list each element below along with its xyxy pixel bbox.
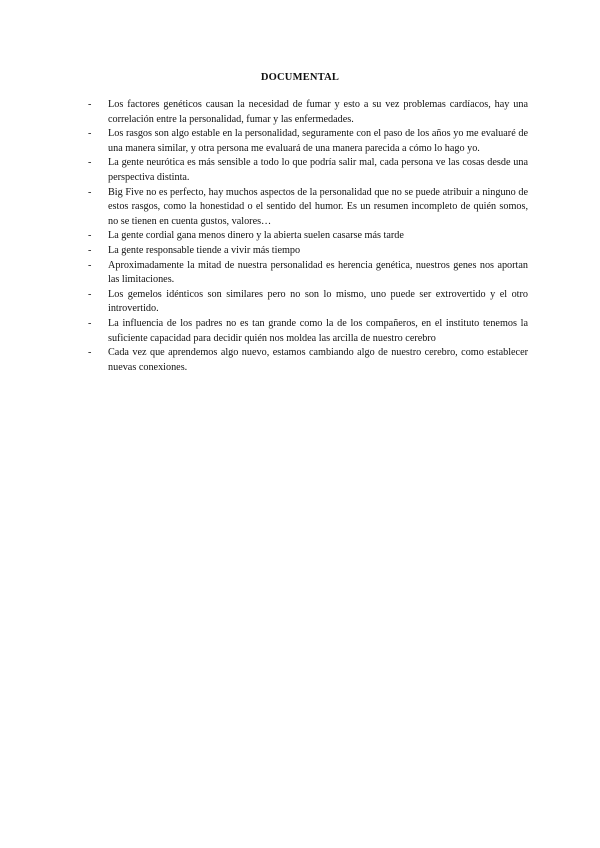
- bullet-marker: -: [88, 244, 92, 256]
- list-item-6: [88, 244, 528, 259]
- bullet-marker: -: [88, 99, 92, 110]
- list-item-9: [88, 317, 528, 346]
- list-item-4: [88, 186, 528, 230]
- list-item-8: [88, 288, 528, 317]
- document-title: DOCUMENTAL: [260, 72, 340, 83]
- bullet-marker: -: [88, 288, 92, 300]
- bullet-marker: -: [88, 259, 92, 271]
- bullet-marker: -: [88, 347, 92, 359]
- list-item-text: Big Five no es perfecto, hay muchos aspectos de la personalidad que no se puede atribuir a ninguno de estos rasgos, como la honestidad o el sentido del humor. Es un resumen incompleto de quién somos, no se tienen en cuenta gustos, valores…: [108, 186, 528, 227]
- list-item-3: [88, 156, 528, 185]
- list-item-1: [88, 98, 528, 127]
- list-item-10: [88, 346, 528, 375]
- list-item-7: [88, 259, 528, 288]
- bullet-marker: -: [88, 317, 92, 329]
- list-item-text: La gente neurótica es más sensible a todo lo que podría salir mal, cada persona ve las cosas desde una perspectiva distinta.: [108, 157, 528, 183]
- bullet-marker: -: [88, 157, 92, 169]
- list-item-text: Los factores genéticos causan la necesidad de fumar y esto a su vez problemas cardíacos, hay una correlación entre la personalidad, fumar y las enfermedades.: [108, 99, 528, 125]
- bullet-list: [88, 98, 528, 375]
- list-item-2: [88, 127, 528, 156]
- list-item-text: Aproximadamente la mitad de nuestra personalidad es herencia genética, nuestros genes nos aportan las limitaciones.: [108, 259, 528, 286]
- list-item-text: Los gemelos idénticos son similares pero no son lo mismo, uno puede ser extrovertido y el otro introvertido.: [108, 288, 528, 315]
- list-item-text: La influencia de los padres no es tan grande como la de los compañeros, en el instituto tenemos la suficiente capacidad para decidir quién nos moldea las arcilla de nuestro cerebro: [108, 317, 528, 344]
- list-item-text: La gente responsable tiende a vivir más tiempo: [108, 244, 301, 256]
- bullet-marker: -: [88, 128, 92, 140]
- list-item-5: [88, 229, 528, 244]
- list-item-text: Los rasgos son algo estable en la personalidad, seguramente con el paso de los años yo me evaluaré de una manera similar, y otra persona me evaluará de una manera parecida a cómo lo hago yo.: [108, 128, 528, 154]
- bullet-marker: -: [88, 186, 92, 198]
- list-item-text: Cada vez que aprendemos algo nuevo, estamos cambiando algo de nuestro cerebro, como establecer nuevas conexiones.: [108, 347, 528, 373]
- list-item-text: La gente cordial gana menos dinero y la abierta suelen casarse más tarde: [108, 230, 404, 242]
- bullet-marker: -: [88, 230, 92, 242]
